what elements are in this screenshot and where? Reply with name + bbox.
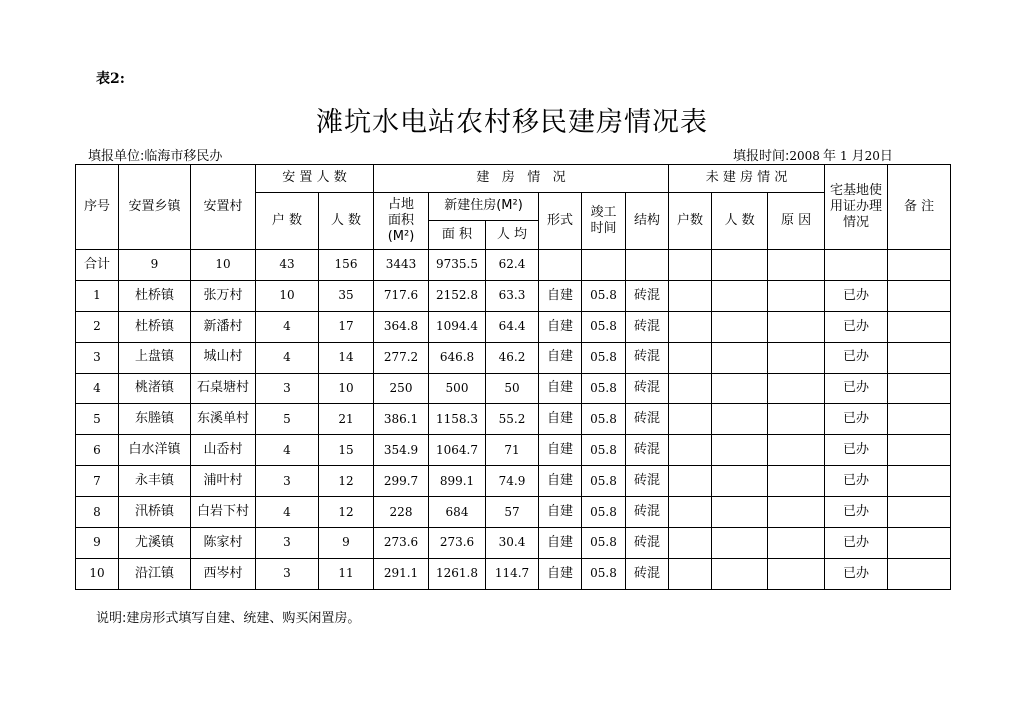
cell-village: 东溪单村 bbox=[191, 404, 256, 435]
cell-reason bbox=[768, 342, 825, 373]
cell-per-capita: 71 bbox=[486, 435, 539, 466]
date-year-unit: 年 bbox=[822, 149, 836, 164]
table-row bbox=[76, 342, 951, 373]
cell-town: 杜桥镇 bbox=[119, 280, 191, 311]
header-area: 面 积 bbox=[429, 221, 486, 250]
cell-per-capita: 30.4 bbox=[486, 528, 539, 559]
cell-per-capita: 114.7 bbox=[486, 558, 539, 589]
cell-unbuilt-households bbox=[669, 497, 712, 528]
cell-certificate: 已办 bbox=[825, 435, 888, 466]
cell-unbuilt-persons bbox=[712, 497, 768, 528]
table-row bbox=[76, 435, 951, 466]
table-row bbox=[76, 311, 951, 342]
header-unbuilt-group: 未 建 房 情 况 bbox=[669, 165, 825, 193]
cell-land-area: 228 bbox=[374, 497, 429, 528]
cell-land-area: 277.2 bbox=[374, 342, 429, 373]
cell-completion: 05.8 bbox=[582, 497, 626, 528]
table-row bbox=[76, 497, 951, 528]
total-certificate bbox=[825, 250, 888, 281]
table-row bbox=[76, 528, 951, 559]
cell-form: 自建 bbox=[539, 435, 582, 466]
cell-town: 杜桥镇 bbox=[119, 311, 191, 342]
cell-persons: 12 bbox=[319, 466, 374, 497]
cell-area: 899.1 bbox=[429, 466, 486, 497]
cell-remarks bbox=[888, 466, 951, 497]
date-day: 20 bbox=[864, 149, 880, 163]
cell-completion: 05.8 bbox=[582, 342, 626, 373]
cell-persons: 14 bbox=[319, 342, 374, 373]
cell-remarks bbox=[888, 558, 951, 589]
cell-town: 上盘镇 bbox=[119, 342, 191, 373]
header-per-capita: 人 均 bbox=[486, 221, 539, 250]
table-row bbox=[76, 404, 951, 435]
header-land-area: 占地面积(M²) bbox=[374, 193, 429, 250]
cell-area: 500 bbox=[429, 373, 486, 404]
cell-households: 4 bbox=[256, 311, 319, 342]
header-placement-group: 安 置 人 数 bbox=[256, 165, 374, 193]
cell-unbuilt-persons bbox=[712, 373, 768, 404]
cell-seq: 7 bbox=[76, 466, 119, 497]
cell-town: 尤溪镇 bbox=[119, 528, 191, 559]
reporting-unit: 填报单位:临海市移民办 bbox=[88, 149, 223, 164]
cell-town: 汛桥镇 bbox=[119, 497, 191, 528]
date-month: 1 bbox=[839, 149, 848, 163]
header-households: 户 数 bbox=[256, 193, 319, 250]
date-label: 填报时间: bbox=[733, 149, 790, 164]
cell-certificate: 已办 bbox=[825, 311, 888, 342]
cell-form: 自建 bbox=[539, 280, 582, 311]
total-structure bbox=[626, 250, 669, 281]
cell-completion: 05.8 bbox=[582, 404, 626, 435]
document-title: 滩坑水电站农村移民建房情况表 bbox=[316, 107, 708, 138]
cell-per-capita: 57 bbox=[486, 497, 539, 528]
cell-unbuilt-households bbox=[669, 466, 712, 497]
header-unbuilt-persons: 人 数 bbox=[712, 193, 768, 250]
cell-completion: 05.8 bbox=[582, 435, 626, 466]
cell-seq: 5 bbox=[76, 404, 119, 435]
cell-reason bbox=[768, 435, 825, 466]
cell-village: 浦叶村 bbox=[191, 466, 256, 497]
cell-town: 东塍镇 bbox=[119, 404, 191, 435]
cell-remarks bbox=[888, 342, 951, 373]
total-persons: 156 bbox=[319, 250, 374, 281]
cell-structure: 砖混 bbox=[626, 558, 669, 589]
cell-structure: 砖混 bbox=[626, 404, 669, 435]
cell-structure: 砖混 bbox=[626, 373, 669, 404]
cell-area: 2152.8 bbox=[429, 280, 486, 311]
header-new-housing: 新建住房(M²) bbox=[429, 193, 539, 221]
cell-certificate: 已办 bbox=[825, 280, 888, 311]
cell-seq: 9 bbox=[76, 528, 119, 559]
total-towns: 9 bbox=[119, 250, 191, 281]
cell-structure: 砖混 bbox=[626, 528, 669, 559]
cell-completion: 05.8 bbox=[582, 558, 626, 589]
cell-remarks bbox=[888, 497, 951, 528]
date-day-unit: 日 bbox=[879, 149, 893, 164]
cell-village: 石桌塘村 bbox=[191, 373, 256, 404]
total-form bbox=[539, 250, 582, 281]
footnote: 说明:建房形式填写自建、统建、购买闲置房。 bbox=[96, 611, 361, 626]
header-unbuilt-households: 户数 bbox=[669, 193, 712, 250]
reporting-date bbox=[733, 145, 893, 164]
cell-reason bbox=[768, 497, 825, 528]
cell-village: 西岑村 bbox=[191, 558, 256, 589]
cell-area: 273.6 bbox=[429, 528, 486, 559]
cell-reason bbox=[768, 280, 825, 311]
cell-households: 3 bbox=[256, 528, 319, 559]
table-row bbox=[76, 558, 951, 589]
total-land-area: 3443 bbox=[374, 250, 429, 281]
cell-seq: 10 bbox=[76, 558, 119, 589]
date-month-unit: 月 bbox=[851, 149, 865, 164]
total-remarks bbox=[888, 250, 951, 281]
cell-households: 4 bbox=[256, 435, 319, 466]
cell-persons: 12 bbox=[319, 497, 374, 528]
cell-unbuilt-households bbox=[669, 280, 712, 311]
cell-reason bbox=[768, 373, 825, 404]
cell-certificate: 已办 bbox=[825, 373, 888, 404]
cell-unbuilt-persons bbox=[712, 311, 768, 342]
cell-structure: 砖混 bbox=[626, 497, 669, 528]
cell-reason bbox=[768, 466, 825, 497]
cell-area: 646.8 bbox=[429, 342, 486, 373]
total-unbuilt-households bbox=[669, 250, 712, 281]
cell-persons: 9 bbox=[319, 528, 374, 559]
cell-land-area: 250 bbox=[374, 373, 429, 404]
cell-persons: 35 bbox=[319, 280, 374, 311]
total-reason bbox=[768, 250, 825, 281]
total-label: 合计 bbox=[76, 250, 119, 281]
cell-certificate: 已办 bbox=[825, 342, 888, 373]
table-row bbox=[76, 373, 951, 404]
cell-certificate: 已办 bbox=[825, 528, 888, 559]
cell-form: 自建 bbox=[539, 528, 582, 559]
total-area: 9735.5 bbox=[429, 250, 486, 281]
cell-village: 张万村 bbox=[191, 280, 256, 311]
header-building-group: 建 房 情 况 bbox=[374, 165, 669, 193]
cell-form: 自建 bbox=[539, 497, 582, 528]
cell-village: 山岙村 bbox=[191, 435, 256, 466]
cell-reason bbox=[768, 404, 825, 435]
cell-structure: 砖混 bbox=[626, 466, 669, 497]
cell-seq: 2 bbox=[76, 311, 119, 342]
cell-land-area: 273.6 bbox=[374, 528, 429, 559]
cell-structure: 砖混 bbox=[626, 280, 669, 311]
header-persons: 人 数 bbox=[319, 193, 374, 250]
cell-remarks bbox=[888, 528, 951, 559]
cell-per-capita: 50 bbox=[486, 373, 539, 404]
cell-unbuilt-persons bbox=[712, 342, 768, 373]
table-row bbox=[76, 466, 951, 497]
cell-form: 自建 bbox=[539, 373, 582, 404]
cell-form: 自建 bbox=[539, 342, 582, 373]
cell-remarks bbox=[888, 373, 951, 404]
total-households: 43 bbox=[256, 250, 319, 281]
cell-unbuilt-persons bbox=[712, 466, 768, 497]
cell-households: 5 bbox=[256, 404, 319, 435]
total-row bbox=[76, 250, 951, 281]
cell-completion: 05.8 bbox=[582, 373, 626, 404]
header-seq: 序号 bbox=[76, 165, 119, 250]
cell-village: 新潘村 bbox=[191, 311, 256, 342]
cell-per-capita: 46.2 bbox=[486, 342, 539, 373]
cell-unbuilt-persons bbox=[712, 435, 768, 466]
cell-area: 1064.7 bbox=[429, 435, 486, 466]
cell-town: 白水洋镇 bbox=[119, 435, 191, 466]
cell-structure: 砖混 bbox=[626, 311, 669, 342]
cell-per-capita: 74.9 bbox=[486, 466, 539, 497]
cell-remarks bbox=[888, 404, 951, 435]
cell-town: 桃渚镇 bbox=[119, 373, 191, 404]
cell-persons: 21 bbox=[319, 404, 374, 435]
cell-per-capita: 55.2 bbox=[486, 404, 539, 435]
cell-land-area: 717.6 bbox=[374, 280, 429, 311]
table-number-label: 表2: bbox=[96, 71, 125, 87]
cell-seq: 1 bbox=[76, 280, 119, 311]
cell-area: 1261.8 bbox=[429, 558, 486, 589]
header-completion: 竣工时间 bbox=[582, 193, 626, 250]
total-villages: 10 bbox=[191, 250, 256, 281]
cell-certificate: 已办 bbox=[825, 466, 888, 497]
cell-village: 白岩下村 bbox=[191, 497, 256, 528]
cell-town: 永丰镇 bbox=[119, 466, 191, 497]
cell-area: 684 bbox=[429, 497, 486, 528]
cell-seq: 8 bbox=[76, 497, 119, 528]
cell-land-area: 386.1 bbox=[374, 404, 429, 435]
cell-households: 10 bbox=[256, 280, 319, 311]
header-town: 安置乡镇 bbox=[119, 165, 191, 250]
cell-households: 3 bbox=[256, 373, 319, 404]
cell-unbuilt-persons bbox=[712, 558, 768, 589]
cell-remarks bbox=[888, 435, 951, 466]
cell-completion: 05.8 bbox=[582, 280, 626, 311]
cell-land-area: 364.8 bbox=[374, 311, 429, 342]
header-reason: 原 因 bbox=[768, 193, 825, 250]
cell-unbuilt-households bbox=[669, 528, 712, 559]
cell-village: 陈家村 bbox=[191, 528, 256, 559]
cell-unbuilt-households bbox=[669, 342, 712, 373]
cell-per-capita: 64.4 bbox=[486, 311, 539, 342]
resettlement-housing-table bbox=[75, 164, 951, 590]
header-village: 安置村 bbox=[191, 165, 256, 250]
cell-remarks bbox=[888, 311, 951, 342]
cell-certificate: 已办 bbox=[825, 558, 888, 589]
cell-seq: 4 bbox=[76, 373, 119, 404]
date-year: 2008 bbox=[789, 149, 820, 163]
cell-land-area: 291.1 bbox=[374, 558, 429, 589]
cell-reason bbox=[768, 558, 825, 589]
cell-completion: 05.8 bbox=[582, 311, 626, 342]
cell-seq: 3 bbox=[76, 342, 119, 373]
table-row bbox=[76, 280, 951, 311]
cell-form: 自建 bbox=[539, 558, 582, 589]
cell-households: 4 bbox=[256, 342, 319, 373]
cell-persons: 11 bbox=[319, 558, 374, 589]
cell-households: 3 bbox=[256, 466, 319, 497]
cell-area: 1158.3 bbox=[429, 404, 486, 435]
cell-structure: 砖混 bbox=[626, 435, 669, 466]
header-certificate: 宅基地使用证办理情况 bbox=[825, 165, 888, 250]
cell-village: 城山村 bbox=[191, 342, 256, 373]
cell-structure: 砖混 bbox=[626, 342, 669, 373]
cell-persons: 17 bbox=[319, 311, 374, 342]
cell-unbuilt-households bbox=[669, 311, 712, 342]
cell-persons: 10 bbox=[319, 373, 374, 404]
cell-unbuilt-persons bbox=[712, 404, 768, 435]
total-completion bbox=[582, 250, 626, 281]
cell-town: 沿江镇 bbox=[119, 558, 191, 589]
cell-unbuilt-households bbox=[669, 404, 712, 435]
cell-area: 1094.4 bbox=[429, 311, 486, 342]
cell-land-area: 354.9 bbox=[374, 435, 429, 466]
cell-certificate: 已办 bbox=[825, 497, 888, 528]
cell-remarks bbox=[888, 280, 951, 311]
cell-land-area: 299.7 bbox=[374, 466, 429, 497]
total-per-capita: 62.4 bbox=[486, 250, 539, 281]
cell-households: 4 bbox=[256, 497, 319, 528]
cell-certificate: 已办 bbox=[825, 404, 888, 435]
header-form: 形式 bbox=[539, 193, 582, 250]
cell-completion: 05.8 bbox=[582, 466, 626, 497]
cell-unbuilt-households bbox=[669, 435, 712, 466]
cell-persons: 15 bbox=[319, 435, 374, 466]
cell-form: 自建 bbox=[539, 404, 582, 435]
cell-unbuilt-persons bbox=[712, 280, 768, 311]
cell-form: 自建 bbox=[539, 466, 582, 497]
cell-reason bbox=[768, 311, 825, 342]
cell-unbuilt-households bbox=[669, 373, 712, 404]
cell-per-capita: 63.3 bbox=[486, 280, 539, 311]
cell-reason bbox=[768, 528, 825, 559]
cell-completion: 05.8 bbox=[582, 528, 626, 559]
cell-form: 自建 bbox=[539, 311, 582, 342]
cell-households: 3 bbox=[256, 558, 319, 589]
cell-unbuilt-households bbox=[669, 558, 712, 589]
header-structure: 结构 bbox=[626, 193, 669, 250]
total-unbuilt-persons bbox=[712, 250, 768, 281]
header-remarks: 备 注 bbox=[888, 165, 951, 250]
cell-unbuilt-persons bbox=[712, 528, 768, 559]
cell-seq: 6 bbox=[76, 435, 119, 466]
